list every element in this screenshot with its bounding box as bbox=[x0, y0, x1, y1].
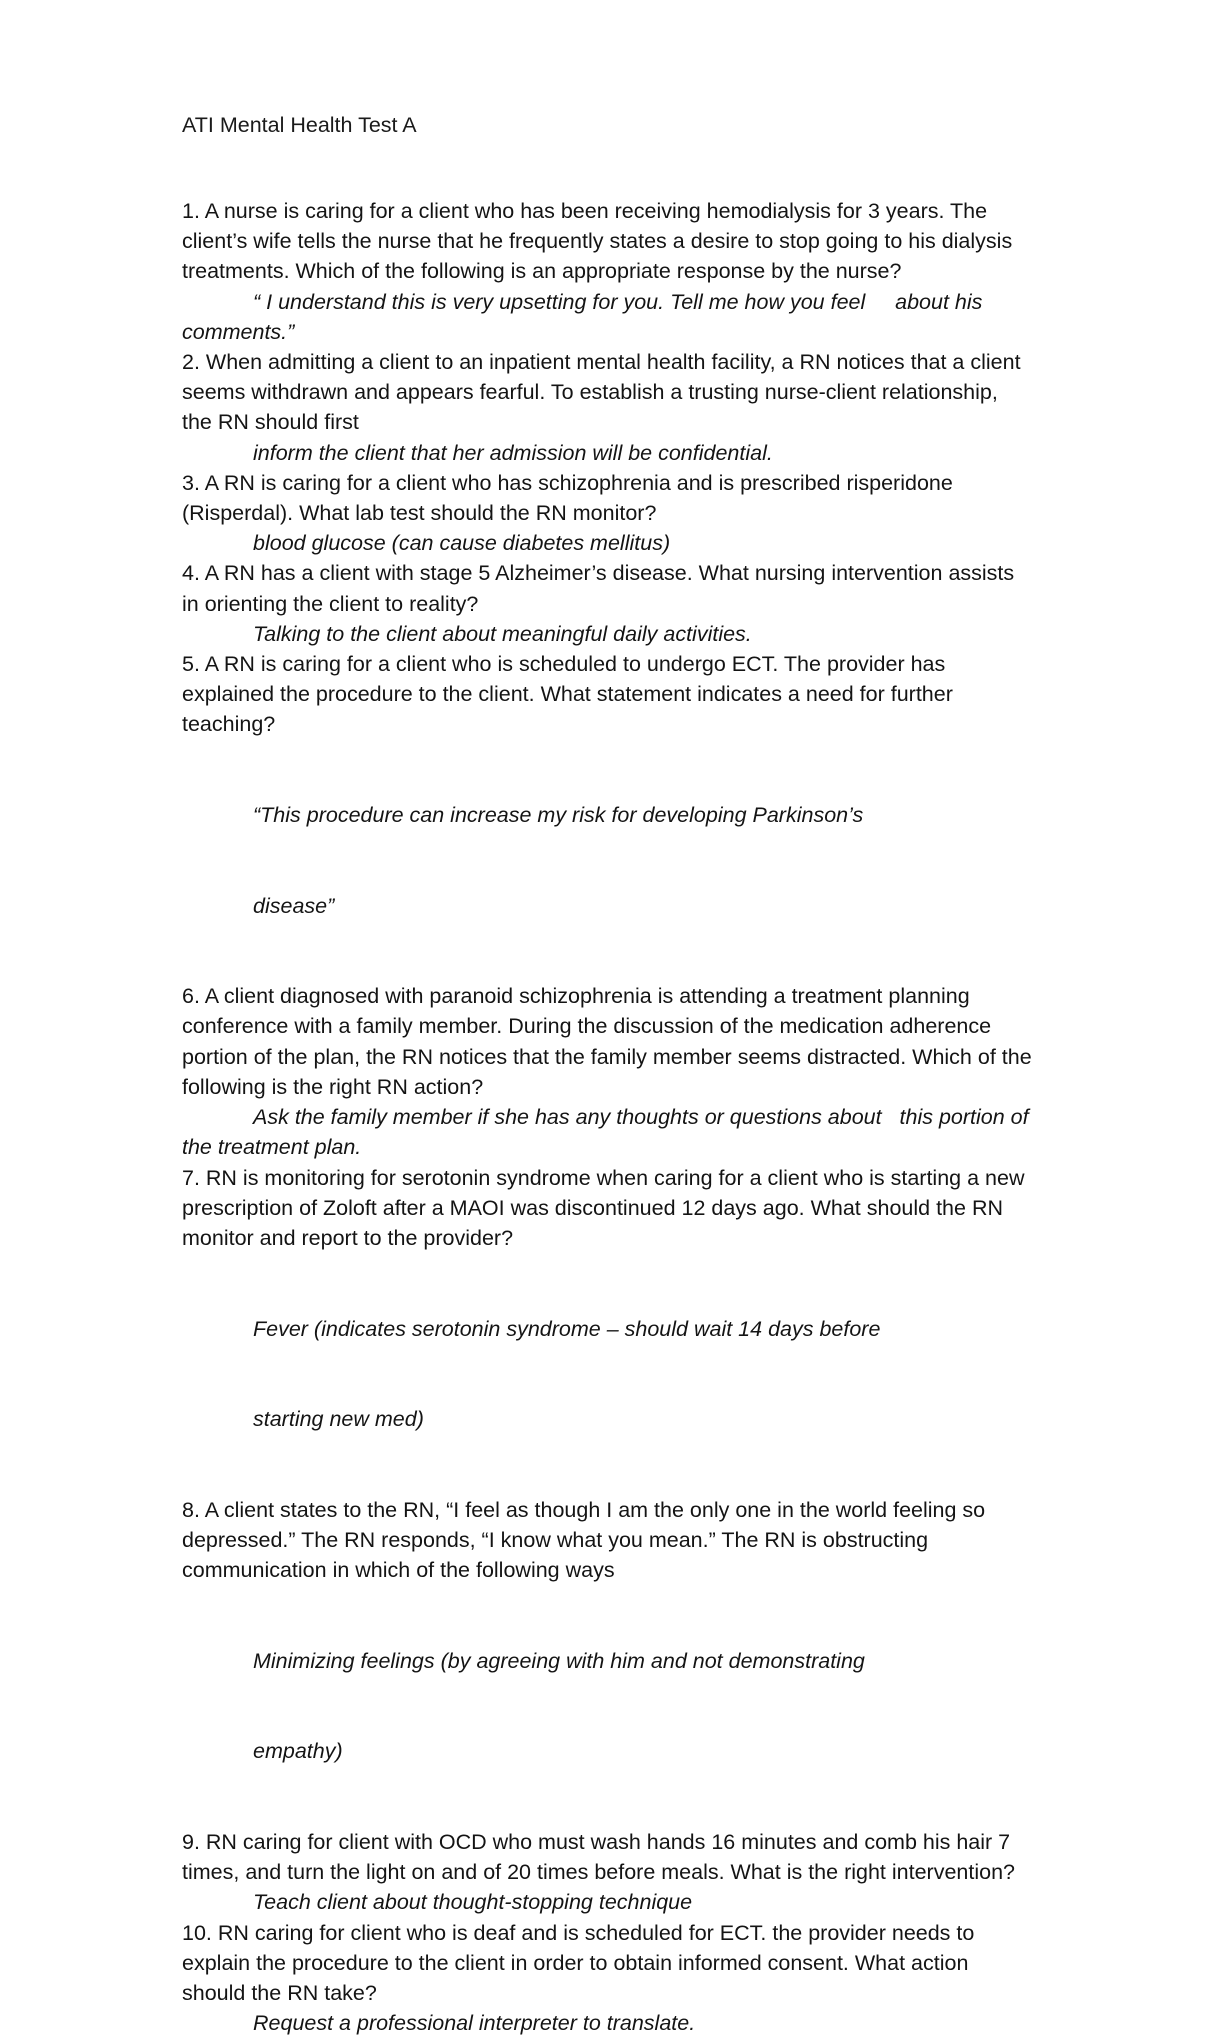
question-text-6: 6. A client diagnosed with paranoid schizophrenia is attending a treatment planning conference with a family member. During the discussion of the medication adherence portion of the plan, the RN notices that the family member seems distracted. Which of the following is the right RN action? bbox=[182, 984, 1038, 1099]
question-text-9: 9. RN caring for client with OCD who must wash hands 16 minutes and comb his hair 7 times, and turn the light on and of 20 times before meals. What is the right intervention? bbox=[182, 1829, 1017, 1885]
qa-block-3 bbox=[182, 468, 1032, 559]
question-text-3: 3. A RN is caring for a client who has schizophrenia and is prescribed risperidone (Risperdal). What lab test should the RN monitor? bbox=[182, 470, 959, 526]
answer-text-10: Request a professional interpreter to translate. bbox=[253, 2011, 696, 2036]
question-text-5: 5. A RN is caring for a client who is scheduled to undergo ECT. The provider has explained the procedure to the client. What statement indicates a need for further teaching? bbox=[182, 652, 959, 737]
question-text-10: 10. RN caring for client who is deaf and is scheduled for ECT. the provider needs to explain the procedure to the client in order to obtain informed consent. What action should the RN take? bbox=[182, 1920, 981, 2005]
answer-line: disease” bbox=[253, 893, 335, 918]
answer-text-8 bbox=[253, 1585, 1032, 1827]
qa-block-2 bbox=[182, 347, 1032, 468]
question-text-2: 2. When admitting a client to an inpatient mental health facility, a RN notices that a client seems withdrawn and appears fearful. To establish a trusting nurse-client relationship, the RN should first bbox=[182, 350, 1027, 435]
answer-text-3: blood glucose (can cause diabetes mellitus) bbox=[253, 531, 671, 556]
qa-block-10 bbox=[182, 1918, 1032, 2038]
question-text-7: 7. RN is monitoring for serotonin syndrome when caring for a client who is starting a new prescription of Zoloft after a MAOI was discontinued 12 days ago. What should the RN monitor and report to the provider? bbox=[182, 1165, 1031, 1250]
answer-text-9: Teach client about thought-stopping technique bbox=[253, 1890, 693, 1915]
qa-block-9 bbox=[182, 1827, 1032, 1918]
qa-block-6 bbox=[182, 981, 1038, 1162]
answer-line: “This procedure can increase my risk for developing Parkinson’s bbox=[253, 803, 864, 828]
answer-text-5 bbox=[253, 740, 1032, 982]
qa-block-4 bbox=[182, 558, 1032, 649]
answer-text-4: Talking to the client about meaningful daily activities. bbox=[253, 621, 752, 646]
answer-line: Minimizing feelings (by agreeing with him and not demonstrating bbox=[253, 1648, 865, 1673]
answer-line: empathy) bbox=[253, 1739, 343, 1764]
qa-block-7 bbox=[182, 1163, 1032, 1495]
question-text-8: 8. A client states to the RN, “I feel as though I am the only one in the world feeling so depressed.” The RN responds, “I know what you mean.” The RN is obstructing communication in which of the following ways bbox=[182, 1497, 992, 1583]
question-text-1: 1. A nurse is caring for a client who has been receiving hemodialysis for 3 years. The client’s wife tells the nurse that he frequently states a desire to stop going to his dialysis treatments. Which of the following is an appropriate response by the nurse? bbox=[182, 199, 1019, 284]
qa-block-8 bbox=[182, 1495, 1032, 1827]
answer-text-2: inform the client that her admission will be confidential. bbox=[253, 440, 773, 465]
qa-block-1 bbox=[182, 196, 1032, 347]
qa-block-5 bbox=[182, 649, 1032, 981]
question-text-4: 4. A RN has a client with stage 5 Alzheimer’s disease. What nursing intervention assists in orienting the client to reality? bbox=[182, 561, 1021, 616]
answer-text-7 bbox=[253, 1253, 1032, 1495]
document-body bbox=[182, 110, 1038, 2038]
page-title: ATI Mental Health Test A bbox=[182, 113, 417, 137]
answer-line: Fever (indicates serotonin syndrome – should wait 14 days before bbox=[253, 1316, 881, 1341]
answer-text-6: Ask the family member if she has any thoughts or questions about this portion of the treatment plan. bbox=[182, 1105, 1035, 1160]
answer-line: starting new med) bbox=[253, 1407, 424, 1432]
answer-text-1: “ I understand this is very upsetting for you. Tell me how you feel about his comments.” bbox=[182, 289, 989, 344]
